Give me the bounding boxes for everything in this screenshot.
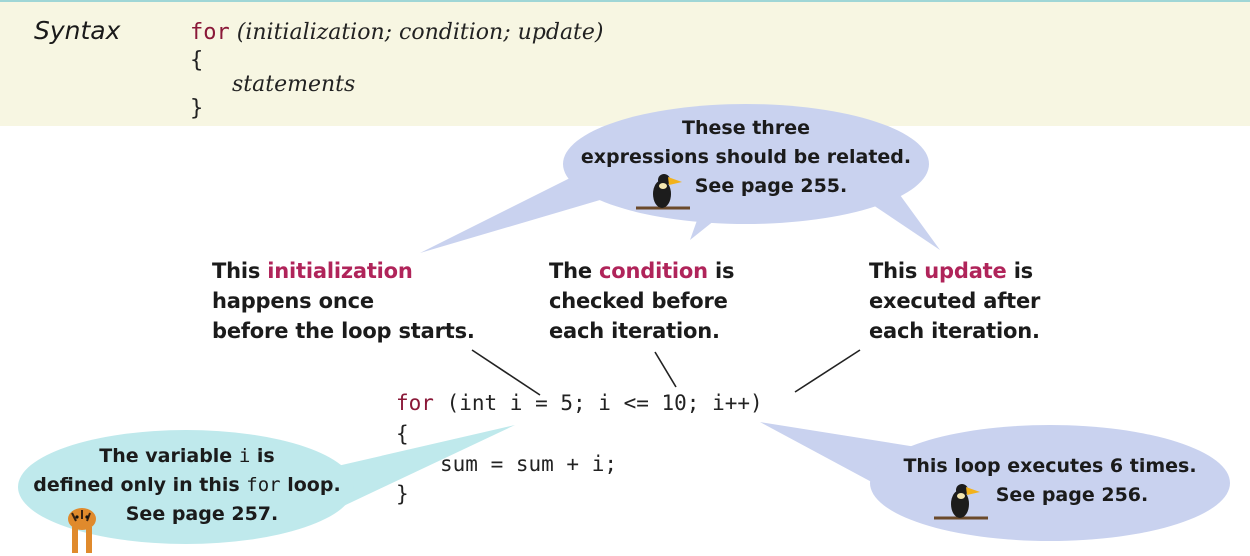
code-header-rest: (int i = 5; i <= 10; i++) xyxy=(433,391,763,415)
init-line1 xyxy=(212,256,475,286)
scope-line2 xyxy=(22,471,352,500)
update-prefix: This xyxy=(869,259,925,283)
init-annotation xyxy=(212,256,475,346)
times-callout-text xyxy=(880,452,1220,510)
scope-see-page: See page 257. xyxy=(125,503,279,525)
update-annotation xyxy=(869,256,1040,346)
code-open-brace: { xyxy=(396,422,409,446)
cond-line2: checked before xyxy=(549,289,728,313)
related-line2: expressions should be related. xyxy=(580,146,912,168)
code-for-line xyxy=(396,391,763,415)
cond-suffix: is xyxy=(707,259,735,283)
init-prefix: This xyxy=(212,259,268,283)
syntax-for-keyword: for xyxy=(190,20,230,45)
times-see-page: See page 256. xyxy=(995,484,1149,506)
related-line1: These three xyxy=(682,117,810,139)
init-highlight: initialization xyxy=(267,259,413,283)
syntax-sep1: ; xyxy=(384,20,400,45)
syntax-open-brace: { xyxy=(190,48,204,73)
syntax-initialization: initialization xyxy=(245,20,385,45)
syntax-condition: condition xyxy=(399,20,504,45)
scope-variable: i xyxy=(238,445,251,467)
cond-line3: each iteration. xyxy=(549,319,720,343)
syntax-label: Syntax xyxy=(34,16,121,45)
times-line1: This loop executes 6 times. xyxy=(903,455,1197,477)
update-line3: each iteration. xyxy=(869,319,1040,343)
update-line2: executed after xyxy=(869,289,1041,313)
init-pointer-line xyxy=(472,350,540,395)
scope-line1-suffix: is xyxy=(250,445,275,467)
related-see-page: See page 255. xyxy=(694,175,848,197)
scope-callout-text xyxy=(22,442,352,529)
init-line3: before the loop starts. xyxy=(212,319,475,343)
update-highlight: update xyxy=(924,259,1007,283)
cond-annotation xyxy=(549,256,734,346)
syntax-close-paren: ) xyxy=(594,20,604,45)
related-callout-text xyxy=(563,114,929,201)
scope-line1 xyxy=(22,442,352,471)
update-line1 xyxy=(869,256,1040,286)
syntax-close-brace: } xyxy=(190,96,204,121)
cond-prefix: The xyxy=(549,259,600,283)
cond-highlight: condition xyxy=(599,259,708,283)
syntax-sep2: ; xyxy=(503,20,518,45)
update-suffix: is xyxy=(1006,259,1033,283)
code-close-brace: } xyxy=(396,482,409,506)
update-pointer-line xyxy=(795,350,860,392)
syntax-update: update xyxy=(517,20,595,45)
scope-line1-prefix: The variable xyxy=(99,445,239,467)
scope-line2-suffix: loop. xyxy=(280,474,341,496)
code-for-keyword: for xyxy=(396,391,434,415)
code-body: sum = sum + i; xyxy=(440,452,618,476)
syntax-open-paren: ( xyxy=(229,20,246,45)
scope-for-keyword: for xyxy=(246,474,281,496)
scope-line2-prefix: defined only in this xyxy=(33,474,247,496)
cond-line1 xyxy=(549,256,734,286)
syntax-statements: statements xyxy=(232,72,356,97)
init-line2: happens once xyxy=(212,289,374,313)
cond-pointer-line xyxy=(655,352,676,387)
